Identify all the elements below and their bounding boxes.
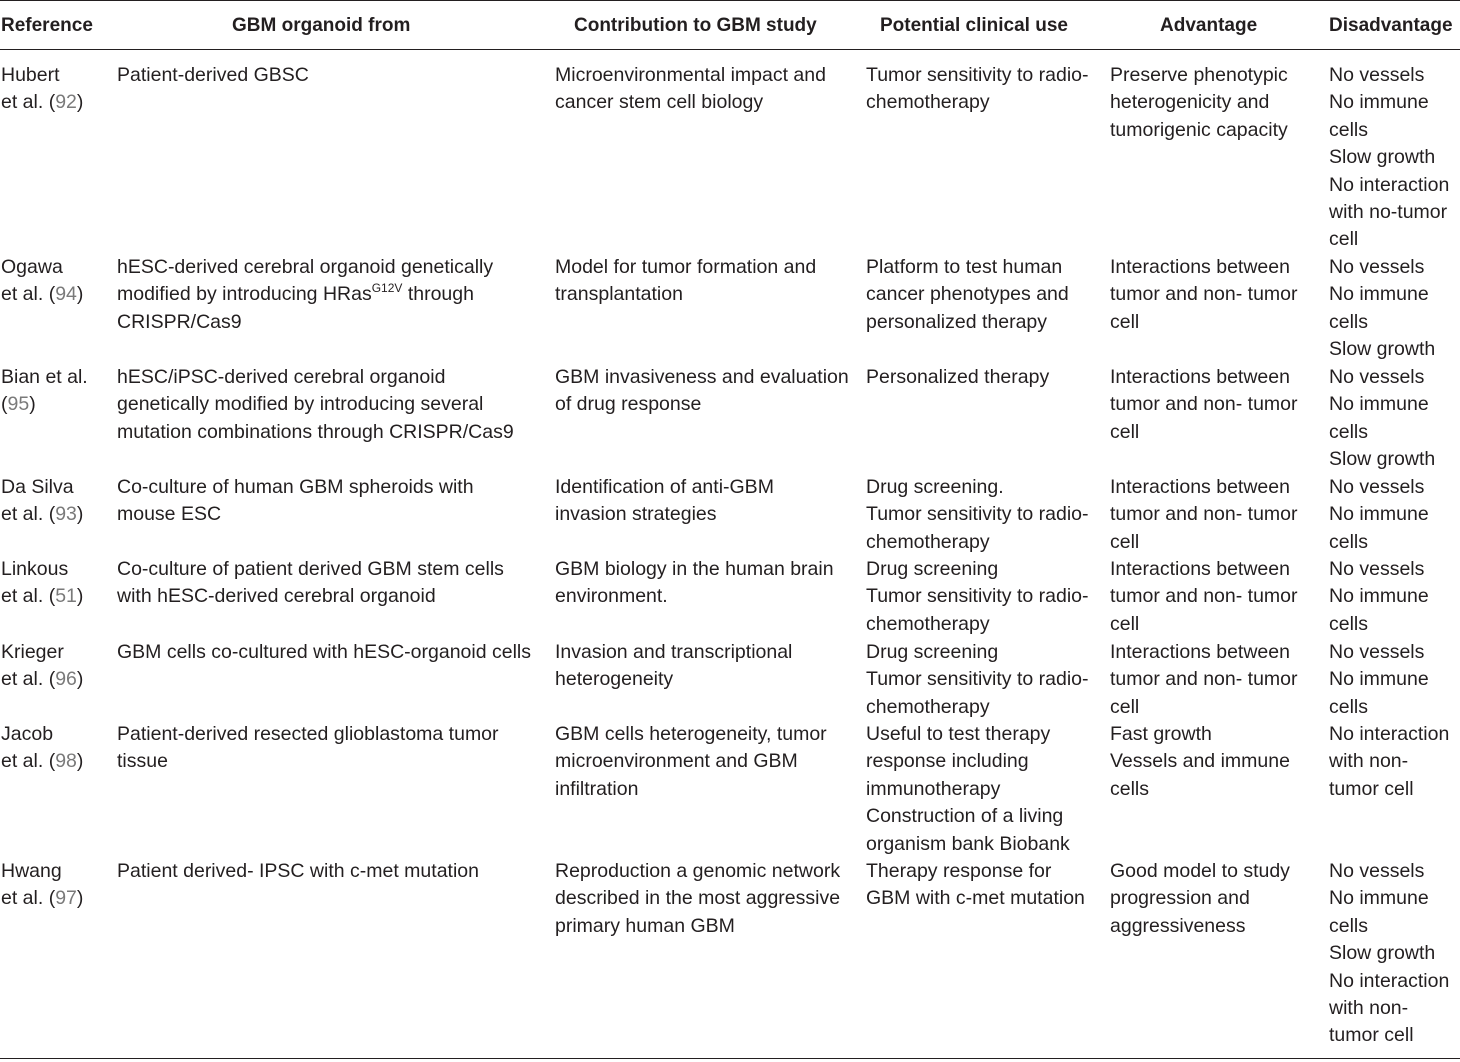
header-advantage: Advantage: [1160, 15, 1258, 36]
disadvantage-line: No immune: [1329, 668, 1429, 691]
contribution-line: GBM cells heterogeneity, tumor: [555, 723, 827, 745]
cell-reference: [1, 474, 83, 529]
origin-line: hESC-derived cerebral organoid genetically: [117, 256, 494, 278]
cell-origin: [117, 721, 499, 776]
origin-line: Patient derived- IPSC with c-met mutation: [117, 860, 479, 882]
disadvantage-line: No immune: [1329, 91, 1429, 114]
reference-author: Krieger: [1, 641, 64, 663]
contribution-line: cancer stem cell biology: [555, 91, 764, 114]
cell-reference: [1, 639, 83, 694]
origin-line: with hESC-derived cerebral organoid: [117, 585, 436, 608]
contribution-line: microenvironment and GBM: [555, 750, 798, 773]
advantage-line: cell: [1110, 695, 1140, 718]
disadvantage-line: No interaction: [1329, 969, 1450, 992]
advantage-line: tumor and non- tumor: [1110, 393, 1298, 416]
cell-advantage: [1110, 556, 1298, 638]
disadvantage-line: Slow growth: [1329, 146, 1436, 169]
reference-etal: et al. (: [1, 585, 56, 608]
cell-origin: [117, 556, 504, 611]
disadvantage-line: No interaction: [1329, 723, 1450, 745]
cell-contribution: [555, 721, 827, 803]
origin-text: through: [402, 283, 474, 306]
disadvantage-line: cell: [1329, 228, 1359, 251]
cell-clinical: [866, 254, 1069, 336]
advantage-line: Interactions between: [1110, 558, 1290, 580]
advantage-line: tumor and non- tumor: [1110, 668, 1298, 691]
clinical-line: response including: [866, 750, 1029, 773]
disadvantage-line: No interaction: [1329, 173, 1450, 196]
cell-advantage: [1110, 721, 1290, 803]
advantage-line: cell: [1110, 420, 1140, 443]
advantage-line: Preserve phenotypic: [1110, 64, 1288, 86]
disadvantage-line: cells: [1329, 612, 1369, 635]
advantage-line: Interactions between: [1110, 476, 1290, 498]
contribution-line: Reproduction a genomic network: [555, 860, 841, 882]
advantage-line: aggressiveness: [1110, 914, 1246, 937]
cell-origin: [117, 858, 479, 885]
advantage-line: heterogenicity and: [1110, 91, 1270, 114]
origin-line: GBM cells co-cultured with hESC-organoid cells: [117, 641, 531, 663]
table-row: [0, 352, 1460, 471]
clinical-line: Tumor sensitivity to radio-: [866, 668, 1089, 691]
origin-line: tissue: [117, 750, 168, 773]
cell-advantage: [1110, 858, 1290, 940]
origin-line: mouse ESC: [117, 503, 222, 526]
clinical-line: Platform to test human: [866, 256, 1063, 278]
cell-contribution: [555, 639, 792, 694]
clinical-line: Personalized therapy: [866, 366, 1050, 388]
reference-etal: et al. (: [1, 668, 56, 691]
advantage-line: cell: [1110, 310, 1140, 333]
disadvantage-line: No immune: [1329, 585, 1429, 608]
origin-line: Co-culture of patient derived GBM stem cells: [117, 558, 504, 580]
advantage-line: tumorigenic capacity: [1110, 118, 1288, 141]
origin-line: mutation combinations through CRISPR/Cas9: [117, 420, 514, 443]
disadvantage-line: cells: [1329, 118, 1369, 141]
disadvantage-line: No vessels: [1329, 476, 1425, 498]
reference-etal: et al. (: [1, 503, 56, 526]
reference-close-paren: ): [76, 283, 84, 306]
reference-author: Hubert: [1, 64, 60, 86]
advantage-line: Interactions between: [1110, 256, 1290, 278]
clinical-line: chemotherapy: [866, 91, 990, 114]
origin-line: Patient-derived GBSC: [117, 64, 309, 86]
disadvantage-line: No vessels: [1329, 64, 1425, 86]
disadvantage-line: No vessels: [1329, 641, 1425, 663]
origin-superscript: G12V: [371, 281, 403, 296]
cell-advantage: [1110, 62, 1288, 144]
cell-origin: [117, 254, 493, 336]
reference-close-paren: ): [76, 585, 84, 608]
clinical-line: Drug screening: [866, 558, 999, 580]
advantage-line: tumor and non- tumor: [1110, 283, 1298, 306]
table-row: [0, 846, 1460, 1058]
disadvantage-line: cells: [1329, 914, 1369, 937]
contribution-line: heterogeneity: [555, 668, 674, 691]
cell-clinical: [866, 556, 1089, 638]
cell-origin: [117, 474, 474, 529]
contribution-line: primary human GBM: [555, 914, 735, 937]
origin-line: hESC/iPSC-derived cerebral organoid: [117, 366, 446, 388]
clinical-line: personalized therapy: [866, 310, 1048, 333]
disadvantage-line: No immune: [1329, 393, 1429, 416]
reference-citation: [1, 583, 83, 610]
contribution-line: infiltration: [555, 777, 639, 800]
clinical-line: immunotherapy: [866, 777, 1001, 800]
origin-line: [117, 281, 493, 308]
reference-number-link: 97: [55, 887, 77, 910]
cell-disadvantage: [1329, 254, 1435, 364]
advantage-line: Interactions between: [1110, 641, 1290, 663]
reference-author: Bian et al.: [1, 366, 88, 388]
disadvantage-line: with non-: [1329, 750, 1409, 773]
clinical-line: Construction of a living: [866, 805, 1064, 828]
cell-clinical: [866, 62, 1089, 117]
advantage-line: tumor and non- tumor: [1110, 585, 1298, 608]
cell-disadvantage: [1329, 556, 1429, 638]
origin-line: genetically modified by introducing several: [117, 393, 484, 416]
disadvantage-line: with no-tumor: [1329, 201, 1448, 224]
disadvantage-line: cells: [1329, 420, 1369, 443]
disadvantage-line: with non-: [1329, 997, 1409, 1020]
reference-number-link: 93: [55, 503, 77, 526]
header-clinical-use: Potential clinical use: [880, 15, 1068, 36]
advantage-line: tumor and non- tumor: [1110, 503, 1298, 526]
disadvantage-line: No vessels: [1329, 256, 1425, 278]
cell-origin: [117, 364, 514, 446]
cell-reference: [1, 254, 83, 309]
reference-close-paren: ): [76, 750, 84, 773]
cell-origin: [117, 639, 531, 666]
cell-advantage: [1110, 364, 1298, 446]
reference-citation: [1, 666, 83, 693]
reference-citation: [1, 281, 83, 308]
header-contribution: Contribution to GBM study: [574, 15, 817, 36]
advantage-line: progression and: [1110, 887, 1250, 910]
reference-author: Hwang: [1, 860, 62, 882]
clinical-line: Therapy response for: [866, 860, 1052, 882]
clinical-line: organism bank Biobank: [866, 832, 1070, 855]
cell-reference: [1, 364, 88, 419]
origin-line: CRISPR/Cas9: [117, 310, 242, 333]
disadvantage-line: Slow growth: [1329, 338, 1436, 361]
advantage-line: Fast growth: [1110, 723, 1212, 745]
cell-origin: [117, 62, 309, 89]
disadvantage-line: Slow growth: [1329, 942, 1436, 965]
cell-contribution: [555, 254, 816, 309]
reference-etal: (: [1, 393, 8, 416]
disadvantage-line: No immune: [1329, 283, 1429, 306]
clinical-line: chemotherapy: [866, 612, 990, 635]
cell-disadvantage: [1329, 858, 1449, 1050]
clinical-line: Tumor sensitivity to radio-: [866, 64, 1089, 86]
disadvantage-line: No immune: [1329, 887, 1429, 910]
cell-contribution: [555, 62, 826, 117]
advantage-line: cell: [1110, 612, 1140, 635]
cell-reference: [1, 62, 83, 117]
cell-disadvantage: [1329, 364, 1435, 474]
contribution-line: transplantation: [555, 283, 683, 306]
reference-author: Ogawa: [1, 256, 63, 278]
cell-clinical: [866, 364, 1049, 391]
table-row: [0, 627, 1460, 718]
reference-author: Da Silva: [1, 476, 74, 498]
disadvantage-line: No vessels: [1329, 558, 1425, 580]
contribution-line: Identification of anti-GBM: [555, 476, 774, 498]
advantage-line: Good model to study: [1110, 860, 1290, 882]
header-disadvantage: Disadvantage: [1329, 15, 1453, 36]
clinical-line: Tumor sensitivity to radio-: [866, 503, 1089, 526]
clinical-line: Tumor sensitivity to radio-: [866, 585, 1089, 608]
table-row: [0, 242, 1460, 361]
header-reference: Reference: [1, 15, 93, 36]
contribution-line: Model for tumor formation and: [555, 256, 817, 278]
disadvantage-line: cells: [1329, 530, 1369, 553]
reference-etal: et al. (: [1, 283, 56, 306]
advantage-line: Vessels and immune: [1110, 750, 1290, 773]
reference-number-link: 98: [55, 750, 77, 773]
clinical-line: Drug screening.: [866, 476, 1004, 498]
clinical-line: cancer phenotypes and: [866, 283, 1069, 306]
reference-citation: [1, 885, 83, 912]
table-row: [0, 50, 1460, 251]
reference-number-link: 95: [7, 393, 30, 416]
clinical-line: chemotherapy: [866, 530, 990, 553]
cell-contribution: [555, 474, 774, 529]
reference-etal: et al. (: [1, 91, 56, 114]
disadvantage-line: No immune: [1329, 503, 1429, 526]
table-row: [0, 544, 1460, 635]
reference-citation: [1, 89, 83, 116]
reference-close-paren: ): [76, 668, 84, 691]
contribution-line: described in the most aggressive: [555, 887, 841, 910]
disadvantage-line: tumor cell: [1329, 777, 1414, 800]
cell-clinical: [866, 858, 1085, 913]
disadvantage-line: cells: [1329, 695, 1369, 718]
advantage-line: Interactions between: [1110, 366, 1290, 388]
cell-contribution: [555, 556, 834, 611]
reference-citation: [1, 391, 88, 418]
header-organoid-origin: GBM organoid from: [232, 15, 411, 36]
reference-citation: [1, 748, 83, 775]
reference-number-link: 94: [55, 283, 77, 306]
clinical-line: GBM with c-met mutation: [866, 887, 1085, 910]
cell-reference: [1, 721, 83, 776]
reference-close-paren: ): [76, 91, 84, 114]
disadvantage-line: cells: [1329, 310, 1369, 333]
cell-reference: [1, 858, 83, 913]
disadvantage-line: No vessels: [1329, 860, 1425, 882]
table-row: [0, 462, 1460, 553]
cell-clinical: [866, 721, 1070, 858]
cell-advantage: [1110, 254, 1298, 336]
reference-close-paren: ): [29, 393, 36, 416]
origin-text: modified by introducing HRas: [117, 283, 372, 306]
reference-etal: et al. (: [1, 887, 56, 910]
reference-author: Linkous: [1, 558, 69, 580]
clinical-line: chemotherapy: [866, 695, 990, 718]
cell-contribution: [555, 858, 840, 940]
origin-line: Patient-derived resected glioblastoma tumor: [117, 723, 499, 745]
disadvantage-line: tumor cell: [1329, 1024, 1414, 1047]
contribution-line: GBM biology in the human brain: [555, 558, 834, 580]
reference-close-paren: ): [76, 887, 84, 910]
contribution-line: GBM invasiveness and evaluation: [555, 366, 849, 388]
cell-disadvantage: [1329, 62, 1449, 254]
reference-etal: et al. (: [1, 750, 56, 773]
cell-contribution: [555, 364, 849, 419]
reference-number-link: 51: [55, 585, 77, 608]
disadvantage-line: Slow growth: [1329, 448, 1436, 471]
contribution-line: invasion strategies: [555, 503, 717, 526]
clinical-line: Drug screening: [866, 641, 999, 663]
table-header: [0, 0, 1460, 50]
disadvantage-line: No vessels: [1329, 366, 1425, 388]
contribution-line: Invasion and transcriptional: [555, 641, 793, 663]
origin-line: Co-culture of human GBM spheroids with: [117, 476, 474, 498]
reference-close-paren: ): [76, 503, 84, 526]
advantage-line: cells: [1110, 777, 1150, 800]
table-row: [0, 709, 1460, 855]
clinical-line: Useful to test therapy: [866, 723, 1051, 745]
bottom-rule: [0, 1058, 1460, 1059]
cell-disadvantage: [1329, 721, 1449, 803]
cell-reference: [1, 556, 83, 611]
contribution-line: Microenvironmental impact and: [555, 64, 826, 86]
contribution-line: environment.: [555, 585, 668, 608]
advantage-line: cell: [1110, 530, 1140, 553]
reference-citation: [1, 501, 83, 528]
reference-author: Jacob: [1, 723, 54, 745]
reference-number-link: 96: [55, 668, 77, 691]
contribution-line: of drug response: [555, 393, 702, 416]
reference-number-link: 92: [55, 91, 77, 114]
